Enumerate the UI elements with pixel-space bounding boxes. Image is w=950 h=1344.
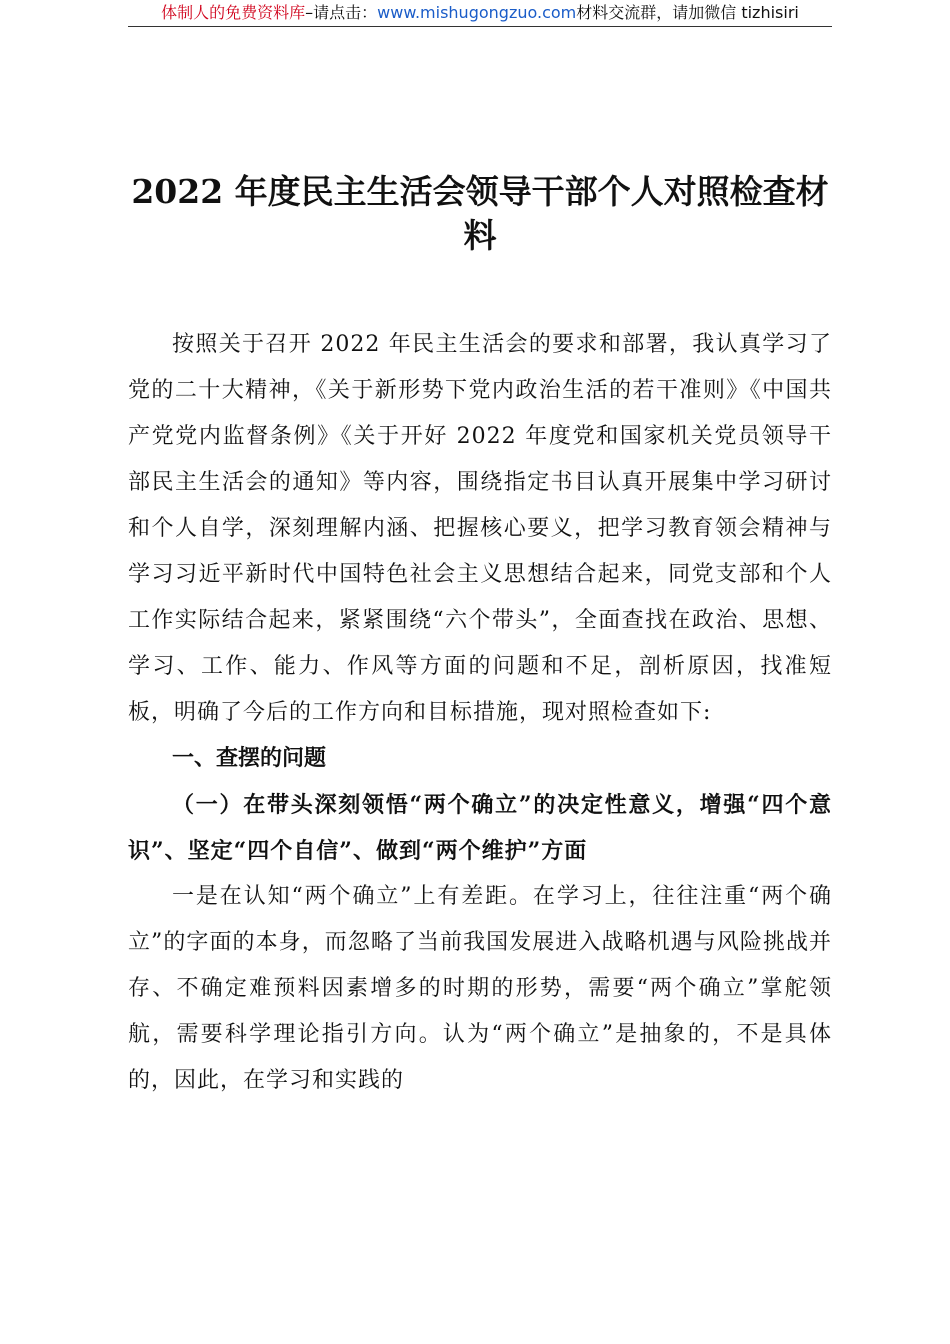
header-prompt: –请点击： (305, 3, 378, 22)
document-title: 2022 年度民主生活会领导干部个人对照检查材料 (131, 172, 829, 255)
subsection-heading: （一）在带头深刻领悟“两个确立”的决定性意义，增强“四个意识”、坚定“四个自信”、做到“两个维护”方面 (128, 792, 832, 864)
intro-paragraph: 按照关于召开 2022 年民主生活会的要求和部署，我认真学习了党的二十大精神，《关于新形势下党内政治生活的若干准则》《中国共产党党内监督条例》《关于开好 2022 年度党和国家机关党员领导干部民主生活会的通知》等内容，围绕指定书目认真开展集中学习研讨和个人自学，深刻理解内涵、把握核心要义，把学习教育领会精神与学习习近平新时代中国特色社会主义思想结合起来，同党支部和个人工作实际结合起来，紧紧围绕“六个带头”，全面查找在政治、思想、学习、工作、能力、作风等方面的问题和不足，剖析原因，找准短板，明确了今后的工作方向和目标措施，现对照检查如下: (128, 332, 832, 725)
header-suffix: 材料交流群，请加微信 tizhisiri (576, 3, 799, 22)
document-body (128, 322, 832, 1104)
body-paragraph: 一是在认知“两个确立”上有差距。在学习上，往往注重“两个确立”的字面的本身，而忽略了当前我国发展进入战略机遇与风险挑战并存、不确定难预料因素增多的时期的形势，需要“两个确立”掌舵领航，需要科学理论指引方向。认为“两个确立”是抽象的，不是具体的，因此，在学习和实践的 (128, 884, 832, 1093)
header-url-link[interactable]: www.mishugongzuo.com (377, 3, 577, 22)
page-header (128, 2, 832, 27)
header-brand: 体制人的免费资料库 (161, 3, 306, 22)
section-heading: 一、查摆的问题 (172, 746, 327, 771)
